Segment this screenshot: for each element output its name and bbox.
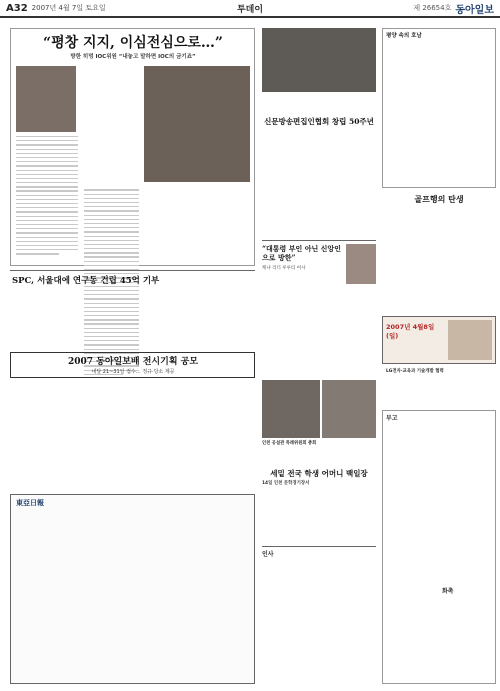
right-top-headline: 평양 속의 호남 [386,33,422,39]
center-event-photo [262,380,320,438]
center-top-photo [262,28,376,92]
article-top-text-left [16,136,78,255]
article-spc-headline: SPC, 서울대에 연구동 건립 45억 기부 [12,276,160,286]
ad-brand: 東亞日報 [16,498,44,507]
issue-number: 제 26654호 [413,4,452,12]
notice-subhead: 내달 21~31일 접수… 정규·당소 제공 [91,369,175,375]
right-top-frame [382,28,496,188]
newspaper-logo: 동아일보 [455,4,494,16]
center-mid-photo [346,244,376,284]
divider [262,546,376,547]
obituary-frame [382,410,496,684]
page-number: A32 [6,2,28,14]
appointments-title: 인사 [262,551,274,558]
center-top-headline: 신문방송편집인협회 창립 50주년 [264,117,374,126]
center-event-photo-2 [322,380,376,438]
center-mid-subhead: 케냐 리더 루루티 여사 [262,266,306,271]
right-mid-headline: 골프행의 탄생 [414,194,464,204]
ad-right-text: 2007년 4월8일(일) [386,323,435,340]
center-mid-headline: “대통령 부인 아닌 신앙인으로 방한” [262,244,341,262]
page-header [0,0,500,18]
center-event-label: 인천 공설관 특례위원회 총회 [262,441,317,446]
ad-bottom-left [10,494,255,684]
center-bottom-subhead: 14일 인천 문학경기장서 [262,481,310,486]
divider [10,270,255,271]
ad-right-image [448,320,492,360]
article-top-photo-group [144,66,250,182]
divider [262,240,376,241]
obituary-title: 부고 [386,415,398,422]
article-top-photo-portrait [16,66,76,132]
article-top-headline: “평창 지지, 이심전심으로…” [43,35,223,51]
notice-headline: 2007 동아일보배 전시기획 공모 [67,357,199,367]
ad-right-caption: LG전자·교육과 기술개발 협력 [386,369,444,374]
section-title: 투데이 [236,4,264,15]
issue-date: 2007년 4월 7일 토요일 [31,4,106,12]
obituary-title-2: 화촉 [442,588,454,595]
article-top-subhead: 방한 히멍 IOC위원 “내놓고 말하면 IOC의 금기죠” [70,54,196,60]
center-bottom-headline: 세밑 전국 학생 어머니 백일장 [270,469,368,478]
